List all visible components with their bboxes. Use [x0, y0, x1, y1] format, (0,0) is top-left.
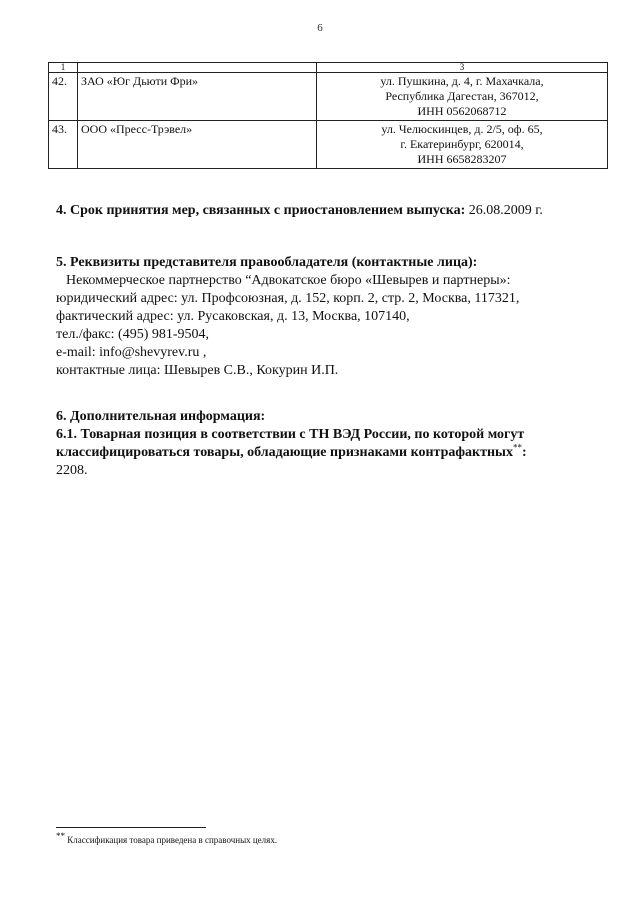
footnote [56, 831, 278, 846]
company-name: ЗАО «Юг Дьюти Фри» [78, 73, 317, 121]
row-number: 43. [49, 121, 78, 169]
section-6-1-colon: : [522, 445, 527, 460]
footnote-text: Классификация товара приведена в справочных целях. [67, 835, 278, 845]
contact-line: тел./факс: (495) 981-9504, [56, 327, 210, 342]
address-line: ИНН 6658283207 [417, 152, 507, 166]
address-line: Республика Дагестан, 367012, [385, 89, 539, 103]
header-col-1: 1 [49, 63, 78, 73]
section-6-title: 6. Дополнительная информация: [56, 409, 266, 424]
section-6-1-value: 2208. [56, 463, 88, 478]
company-name: ООО «Пресс-Трэвел» [78, 121, 317, 169]
section-4-label: 4. Срок принятия мер, связанных с приостановлением выпуска: [56, 203, 466, 218]
table-row [49, 73, 608, 121]
contact-line: e-mail: info@shevyrev.ru , [56, 345, 207, 360]
section-4-value: 26.08.2009 г. [468, 203, 543, 218]
registry-table [48, 62, 608, 169]
footnote-reference-mark: ** [56, 831, 65, 841]
contact-line: Некоммерческое партнерство “Адвокатское бюро «Шевырев и партнеры»: [66, 273, 511, 288]
header-col-2 [78, 63, 317, 73]
company-address [317, 121, 608, 169]
section-5-contacts [56, 254, 612, 380]
address-line: ИНН 0562068712 [417, 104, 507, 118]
contact-line: контактные лица: Шевырев С.В., Кокурин И.П. [56, 363, 339, 378]
section-5-title: 5. Реквизиты представителя правообладателя (контактные лица): [56, 255, 478, 270]
address-line: ул. Пушкина, д. 4, г. Махачкала, [380, 74, 544, 88]
page-number: 6 [317, 22, 323, 34]
section-6-1-item [56, 426, 612, 462]
section-4-deadline [56, 202, 612, 220]
section-6-1-label: 6.1. Товарная позиция в соответствии с ТН ВЭД России, по которой могут классифицироваться товары, обладающие признаками контрафактных [56, 427, 525, 460]
footnote-mark: ** [513, 442, 522, 453]
address-line: ул. Челюскинцев, д. 2/5, оф. 65, [381, 122, 543, 136]
contact-line: юридический адрес: ул. Профсоюзная, д. 152, корп. 2, стр. 2, Москва, 117321, [56, 291, 520, 306]
company-address [317, 73, 608, 121]
header-col-3: 3 [317, 63, 608, 73]
contact-line: фактический адрес: ул. Русаковская, д. 13, Москва, 107140, [56, 309, 410, 324]
address-line: г. Екатеринбург, 620014, [400, 137, 524, 151]
row-number: 42. [49, 73, 78, 121]
section-6-additional-info [56, 408, 612, 480]
table-row [49, 121, 608, 169]
table-header-row [49, 63, 608, 73]
footnote-divider [56, 827, 206, 828]
